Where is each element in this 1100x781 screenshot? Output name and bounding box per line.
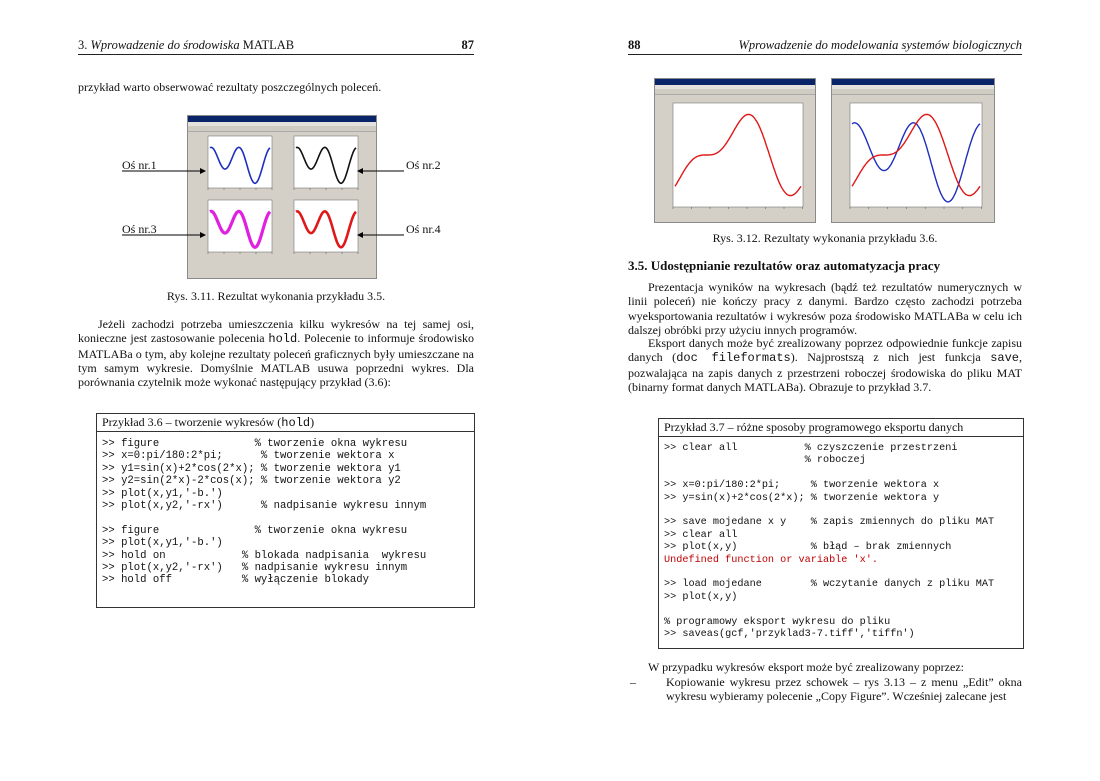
bullet-dash: – — [630, 675, 636, 689]
example-3-6-title: Przykład 3.6 – tworzenie wykresów (hold) — [97, 414, 474, 432]
subplot-4-axes — [294, 200, 358, 252]
code-line: >> clear all — [664, 529, 738, 541]
figure-window-subplots — [187, 115, 377, 279]
right-header-title: Wprowadzenie do modelowania systemów biologicznych — [738, 38, 1022, 52]
code-line: % programowy eksport wykresu do pliku — [664, 616, 891, 628]
code-line: >> plot(x,y) % błąd – brak zmiennych — [664, 542, 952, 554]
code-line — [102, 512, 469, 524]
figure1-window — [654, 78, 816, 223]
example-3-6-box — [96, 413, 475, 608]
code-line: % roboczej — [664, 455, 866, 467]
figure2-plot — [832, 95, 992, 221]
subplot-2-axes — [294, 136, 358, 188]
code-line: >> load mojedane % wczytanie danych z pliku MAT — [664, 579, 995, 591]
code-line: >> hold off % wyłączenie blokady — [102, 574, 370, 587]
export-intro: W przypadku wykresów eksport może być zrealizowany poprzez: — [648, 660, 964, 674]
code-line: >> y=sin(x)+2*cos(2*x); % tworzenie wektora y — [664, 492, 940, 504]
code-line: >> y1=sin(x)+2*cos(2*x); % tworzenie wektora y1 — [102, 462, 401, 475]
section-para-2: Eksport danych może być zrealizowany poprzez odpowiednie funkcje zapisu danych (doc fileformats). Najprostszą z nich jest funkcja save, pozwalająca na zapis danych z przestrzeni roboczej środowiska do pliku MAT (binarny format danych MATLABa). Obrazuje to przykład 3.7. — [628, 336, 1022, 394]
code-line: >> plot(x,y1,'-b.') — [102, 487, 223, 500]
bullet-copy-figure: Kopiowanie wykresu przez schowek – rys 3.13 – z menu „Edit” okna wykresu wybieramy polecenie „Copy Figure”. Wcześniej zalecane jest — [666, 675, 1022, 704]
section-heading-3-5: 3.5. Udostępnianie rezultatów oraz automatyzacja pracy — [628, 258, 941, 273]
hold-paragraph: Jeżeli zachodzi potrzeba umieszczenia kilku wykresów na tej samej osi, konieczne jest zastosowanie polecenia hold. Polecenie to informuje środowisko MATLABa o tym, aby kolejne rezultaty poleceń graficznych były umieszczane na tym samym wykresie. Domyślnie MATLAB usuwa poprzedni wykres. Dla porównania czytelnik może wykonać następujący przykład (3.6): — [78, 317, 474, 390]
subplot-1-axes — [208, 136, 272, 188]
code-line: >> plot(x,y2,'-rx') % nadpisanie wykresu innym — [102, 500, 427, 513]
example-3-7-box — [658, 418, 1024, 649]
code-line — [664, 505, 1018, 517]
right-page-header — [628, 38, 1022, 55]
code-line: >> clear all % czyszczenie przestrzeni — [664, 443, 958, 454]
intro-line: przykład warto obserwować rezultaty poszczególnych poleceń. — [78, 80, 382, 94]
right-page — [550, 0, 1100, 781]
left-page-number: 87 — [461, 38, 474, 52]
section-para-1: Prezentacja wyników na wykresach (bądź też rezultatów numerycznych w linii poleceń) nie kończy pracy z danymi. Bardzo często zachodzi potrzeba wyeksportowania rezultatów i wykresów poza środowisko MATLABa w celu ich dalszej obróbki przy użyciu innych programów. — [628, 280, 1022, 337]
subplots-canvas — [188, 132, 374, 277]
code-line: >> y2=sin(2*x)-2*cos(x); % tworzenie wektora y2 — [102, 475, 401, 488]
figure2-window — [831, 78, 995, 223]
left-header-title: 3. Wprowadzenie do środowiska MATLAB — [78, 38, 295, 52]
figure-caption-3-12: Rys. 3.12. Rezultaty wykonania przykładu 3.6. — [712, 231, 938, 245]
example-3-7-code — [659, 437, 1023, 642]
code-line — [664, 567, 1018, 579]
right-page-number: 88 — [628, 38, 641, 52]
code-line: >> hold on % blokada nadpisania wykresu — [102, 549, 427, 562]
code-line: >> plot(x,y2,'-rx') % nadpisanie wykresu innym — [102, 562, 408, 575]
left-page-header — [78, 38, 474, 55]
figure1-plot — [655, 95, 813, 221]
axis-label-4: Oś nr.4 — [406, 222, 441, 236]
code-error-line: Undefined function or variable 'x'. — [664, 554, 878, 566]
axis-label-2: Oś nr.2 — [406, 158, 441, 172]
code-line: >> x=0:pi/180:2*pi; % tworzenie wektora x — [664, 480, 940, 492]
axis-label-3: Oś nr.3 — [122, 222, 157, 236]
example-3-7-title: Przykład 3.7 – różne sposoby programowego eksportu danych — [659, 419, 1023, 437]
example-3-6-code — [97, 432, 474, 587]
code-line — [664, 468, 1018, 480]
code-line: >> saveas(gcf,'przyklad3-7.tiff','tiffn') — [664, 629, 915, 641]
code-line: >> figure % tworzenie okna wykresu — [102, 524, 408, 537]
code-line — [664, 604, 1018, 616]
axis-label-1: Oś nr.1 — [122, 158, 157, 172]
code-line: >> plot(x,y1,'-b.') — [102, 537, 223, 550]
figure-caption-3-11: Rys. 3.11. Rezultat wykonania przykładu 3.5. — [166, 289, 386, 303]
code-line: >> save mojedane x y % zapis zmiennych do pliku MAT — [664, 517, 995, 529]
code-line: >> plot(x,y) — [664, 591, 738, 603]
code-line: >> x=0:pi/180:2*pi; % tworzenie wektora x — [102, 450, 395, 463]
code-line: >> figure % tworzenie okna wykresu — [102, 438, 408, 450]
